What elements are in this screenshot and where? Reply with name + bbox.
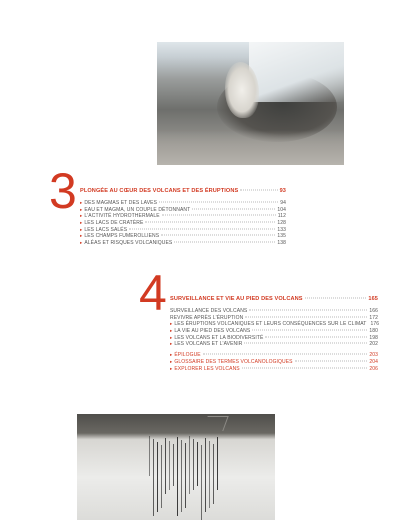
seismograph-trace: [173, 444, 174, 486]
seismograph-photo: [77, 414, 275, 520]
toc-entry-page: 133: [277, 226, 286, 233]
dot-leader: [295, 360, 368, 361]
toc-entry-page: 176: [370, 321, 380, 328]
toc-entry-label: ▸ ÉPILOGUE: [170, 352, 201, 358]
toc-entry[interactable]: [80, 240, 286, 247]
seismograph-trace: [205, 438, 206, 512]
dot-leader: [242, 367, 368, 368]
toc-entry-label: ▸ EAU ET MAGMA, UN COUPLE DÉTONNANT: [80, 207, 190, 213]
toc-entry-page: 202: [369, 341, 378, 348]
dot-leader: [265, 336, 367, 337]
toc-entry-label: ▸ LES LACS DE CRATÈRE: [80, 220, 143, 226]
seismograph-trace: [197, 442, 198, 486]
toc-chapter-heading[interactable]: [80, 188, 286, 196]
toc-chapter-heading[interactable]: [170, 296, 378, 304]
toc-entry-page: 180: [369, 328, 378, 335]
toc-entry-page: 172: [369, 314, 378, 321]
toc-entry-label: ▸ GLOSSAIRE DES TERMES VOLCANOLOGIQUES: [170, 359, 293, 365]
dot-leader: [161, 235, 275, 236]
chapter-page: 93: [279, 188, 286, 194]
seismograph-trace: [169, 441, 170, 490]
toc-entry-label: ▸ DES MAGMAS ET DES LAVES: [80, 200, 157, 206]
toc-entry[interactable]: [170, 359, 378, 366]
dot-leader: [174, 242, 275, 243]
toc-entry[interactable]: [80, 200, 286, 207]
dot-leader: [145, 222, 275, 223]
toc-entry-page: 94: [280, 200, 286, 206]
toc-entry-page: 198: [369, 334, 378, 341]
chapter-title: SURVEILLANCE ET VIE AU PIED DES VOLCANS: [170, 296, 303, 302]
dot-leader: [203, 354, 368, 355]
toc-entry-page: 138: [277, 240, 286, 247]
seismograph-trace: [161, 445, 162, 508]
volcano-crater-photo: [157, 42, 344, 165]
seismograph-trace: [189, 436, 190, 494]
section-number-3: 3: [49, 163, 77, 219]
toc-entry-page: 204: [369, 358, 378, 365]
toc-entry-label: ▸ LES VOLCANS ET LA BIODIVERSITÉ: [170, 335, 263, 341]
toc-entry-page: 128: [277, 220, 286, 227]
toc-entry-page: 104: [277, 206, 286, 213]
toc-entry[interactable]: [170, 321, 378, 328]
toc-entry-label: ▸ LES ÉRUPTIONS VOLCANIQUES ET LEURS CONSÉQUENCES SUR LE CLIMAT: [170, 321, 366, 327]
seismograph-trace: [181, 440, 182, 512]
seismograph-trace: [157, 442, 158, 512]
toc-entry-page: 112: [277, 213, 286, 220]
section-number-4: 4: [139, 265, 167, 321]
toc-entry-page: 135: [277, 233, 286, 240]
toc-entry[interactable]: [170, 352, 378, 359]
dot-leader: [252, 330, 367, 331]
chapter-page: 165: [368, 296, 378, 302]
toc-entry[interactable]: [80, 220, 286, 227]
toc-entry-label: ▸ EXPLORER LES VOLCANS: [170, 366, 240, 372]
seismograph-trace: [177, 437, 178, 516]
toc-entry[interactable]: [80, 227, 286, 234]
dot-leader: [240, 190, 277, 191]
toc-entry[interactable]: [170, 366, 378, 373]
dot-leader: [162, 215, 276, 216]
dot-leader: [245, 316, 367, 317]
toc-entry-label: ▸ ALÉAS ET RISQUES VOLCANIQUES: [80, 240, 172, 246]
seismograph-trace: [165, 438, 166, 494]
toc-entry[interactable]: [170, 341, 378, 348]
dot-leader: [129, 228, 275, 229]
toc-entry-label: ▸ LES VOLCANS ET L'AVENIR: [170, 341, 242, 347]
toc-entry[interactable]: [170, 328, 378, 335]
toc-entry-label: ▸ LES CHAMPS FUMEROLLIENS: [80, 233, 159, 239]
toc-entry-label: SURVEILLANCE DES VOLCANS: [170, 308, 248, 314]
dot-leader: [305, 298, 367, 299]
toc-entry-label: ▸ LES LACS SALÉS: [80, 227, 127, 233]
dot-leader: [249, 310, 367, 311]
toc-entry-label: ▸ LA VIE AU PIED DES VOLCANS: [170, 328, 250, 334]
seismograph-trace: [185, 443, 186, 508]
toc-entry-label: ▸ L'ACTIVITÉ HYDROTHERMALE: [80, 213, 160, 219]
toc-entry[interactable]: [170, 308, 378, 315]
dot-leader: [192, 208, 275, 209]
seismograph-trace: [209, 441, 210, 508]
toc-entry[interactable]: [170, 335, 378, 342]
toc-entry-page: 206: [369, 365, 378, 372]
dot-leader: [244, 343, 367, 344]
toc-section-4: [170, 296, 378, 372]
dot-leader: [159, 202, 278, 203]
seismograph-stylus: [202, 416, 228, 431]
seismograph-trace: [153, 439, 154, 516]
toc-entry-page: 166: [369, 308, 378, 314]
toc-entry-page: 203: [369, 352, 378, 359]
seismograph-trace: [213, 444, 214, 504]
seismograph-trace: [217, 437, 218, 490]
seismograph-trace: [201, 445, 202, 520]
chapter-title: PLONGÉE AU CŒUR DES VOLCANS ET DES ÉRUPTIONS: [80, 188, 239, 194]
seismograph-trace: [193, 439, 194, 490]
toc-entry-label: REVIVRE APRÈS L'ÉRUPTION: [170, 314, 244, 321]
toc-section-3: [80, 188, 286, 247]
seismograph-trace: [149, 436, 150, 476]
